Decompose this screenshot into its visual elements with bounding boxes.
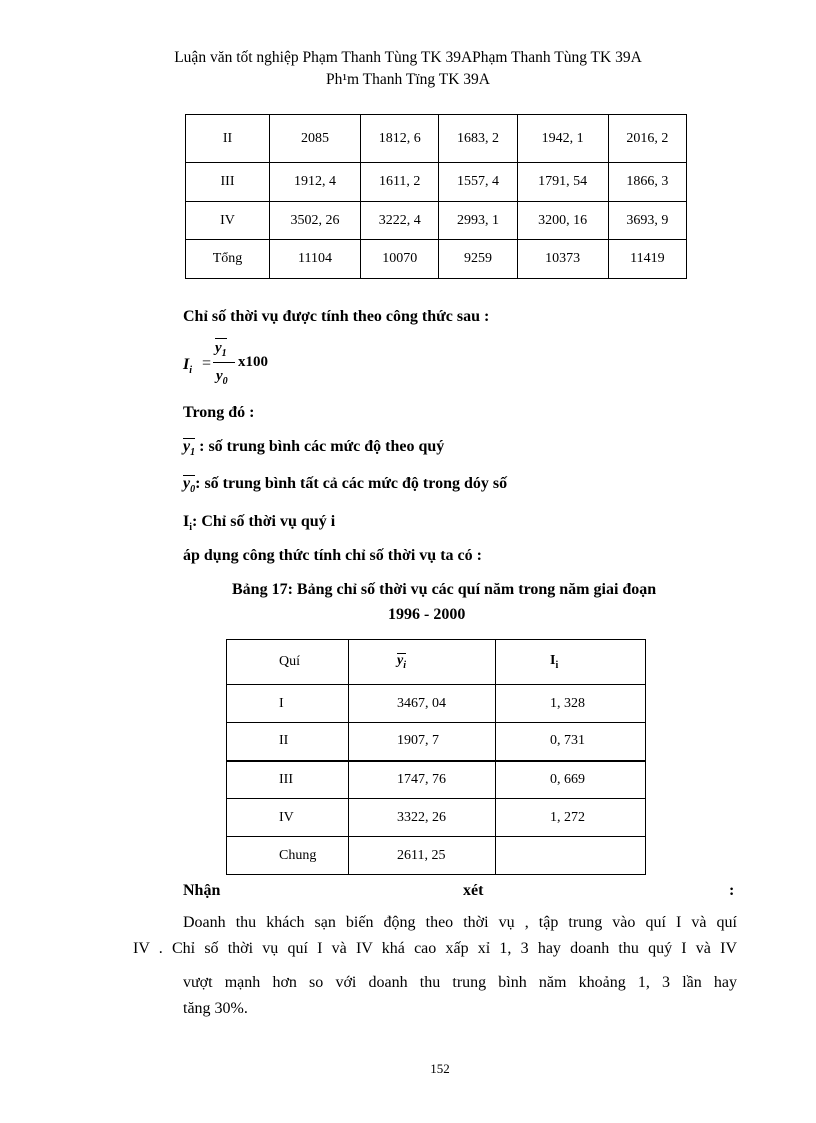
page-number: 152 <box>430 1061 450 1076</box>
formula-lhs: $I_i$ <box>183 356 193 377</box>
definition-ii: $I_i$: Chỉ số thời vụ quý i <box>183 513 336 534</box>
apply-text: áp dụng công thức tính chỉ số thời vụ ta có : <box>183 547 482 564</box>
seasonal-index-table <box>226 639 646 875</box>
table-row: III 1912, 4 1611, 2 1557, 4 1791, 54 1866, 3 <box>186 163 687 202</box>
running-header-line2: Ph¹m Thanh Tïng TK 39A <box>326 71 490 88</box>
definition-y0: $y_0$: số trung bình tất cả các mức độ trong dóy số <box>183 475 508 496</box>
table-row: IV 3502, 26 3222, 4 2993, 1 3200, 16 3693, 9 <box>186 202 687 240</box>
paragraph-line3: vượt mạnh hơn so với doanh thu trung bình năm khoảng 1, 3 lần hay <box>183 974 737 991</box>
fraction-bar <box>213 362 235 363</box>
where-label: Trong đó : <box>183 404 255 421</box>
header-yi: $y_i$ <box>349 640 496 685</box>
formula-multiplier: x100 <box>238 354 268 370</box>
table-header-row <box>227 640 646 685</box>
definition-y1: $y_1$ : số trung bình các mức độ theo quý <box>183 438 445 459</box>
remark-word2: xét <box>463 882 484 899</box>
running-header-line1: Luận văn tốt nghiệp Phạm Thanh Tùng TK 39APhạm Thanh Tùng TK 39A <box>174 49 642 66</box>
header-ii: $I_i$ <box>496 640 646 685</box>
formula-intro: Chỉ số thời vụ được tính theo công thức sau : <box>183 308 490 325</box>
paragraph-line2: IV . Chỉ số thời vụ quí I và IV khá cao xấp xỉ 1, 3 hay doanh thu quý I và IV <box>133 940 737 957</box>
table-row: Chung 2611, 25 <box>227 837 646 875</box>
seasonal-index-formula <box>183 338 303 392</box>
formula-numerator: $y_1$ <box>215 340 227 359</box>
table-row: Tổng 11104 10070 9259 10373 11419 <box>186 240 687 279</box>
paragraph-line4: tăng 30%. <box>183 1000 248 1017</box>
paragraph-line1: Doanh thu khách sạn biến động theo thời vụ , tập trung vào quí I và quí <box>183 914 737 931</box>
formula-equals: = <box>202 355 212 372</box>
revenue-table <box>185 114 687 279</box>
table-caption-years: 1996 - 2000 <box>388 606 466 623</box>
table-row: I 3467, 04 1, 328 <box>227 685 646 723</box>
remark-colon: : <box>729 882 735 899</box>
formula-denominator: $y_0$ <box>216 368 228 387</box>
table-caption: Bảng 17: Bảng chỉ số thời vụ các quí năm trong năm giai đoạn <box>232 581 657 598</box>
table-row: II 1907, 7 0, 731 <box>227 723 646 761</box>
table-row: IV 3322, 26 1, 272 <box>227 799 646 837</box>
remark-word1: Nhận <box>183 882 221 899</box>
header-quarter: Quí <box>227 640 349 685</box>
table-row: III 1747, 76 0, 669 <box>227 761 646 799</box>
table-row: II 2085 1812, 6 1683, 2 1942, 1 2016, 2 <box>186 115 687 163</box>
